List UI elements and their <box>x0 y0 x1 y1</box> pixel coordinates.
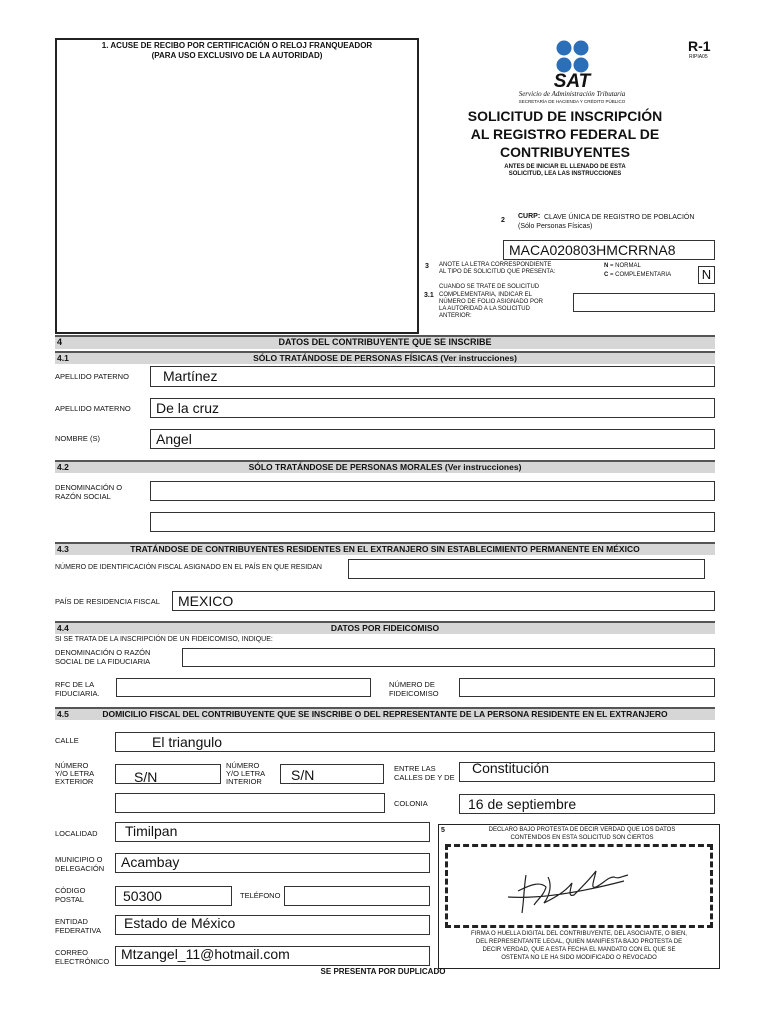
interior-label-3: INTERIOR <box>226 777 262 786</box>
exterior-label-3: EXTERIOR <box>55 777 94 786</box>
pais-input[interactable]: MEXICO <box>172 591 715 611</box>
entre-calles-label-1: ENTRE LAS <box>394 764 436 773</box>
tipo-31-text-3: NÚMERO DE FOLIO ASIGNADO POR <box>439 299 544 305</box>
acuse-subtitle: (PARA USO EXCLUSIVO DE LA AUTORIDAD) <box>151 51 323 60</box>
sat-subtitle: SECRETARÍA DE HACIENDA Y CRÉDITO PÚBLICO <box>518 99 626 104</box>
materno-label: APELLIDO MATERNO <box>55 404 131 413</box>
sat-name: SAT <box>553 71 591 92</box>
entidad-label-2: FEDERATIVA <box>55 926 101 935</box>
curp-desc: CLAVE ÚNICA DE REGISTRO DE POBLACIÓN <box>544 214 695 221</box>
razon-social-label-1: DENOMINACIÓN O <box>55 483 123 492</box>
tipo-31-number: 3.1 <box>424 292 434 299</box>
curp-input[interactable]: MACA020803HMCRRNA8 <box>503 240 715 260</box>
section-45-number: 4.5 <box>57 709 69 719</box>
section-42-number: 4.2 <box>57 462 69 472</box>
id-fiscal-input[interactable] <box>348 559 705 579</box>
signature-icon <box>448 847 710 925</box>
correo-label-2: ELECTRÓNICO <box>55 957 110 966</box>
numero-fideicomiso-input[interactable] <box>459 678 715 697</box>
exterior-input[interactable]: S/N <box>115 764 221 784</box>
id-fiscal-label: NÚMERO DE IDENTIFICACIÓN FISCAL ASIGNADO EN EL PAÍS EN QUE RESIDAN <box>55 564 322 571</box>
section-45-header <box>55 707 715 720</box>
entidad-input[interactable]: Estado de México <box>115 915 430 935</box>
form-title-1: SOLICITUD DE INSCRIPCIÓN <box>467 108 663 124</box>
section-44-header <box>55 621 715 634</box>
section-44-number: 4.4 <box>57 623 69 633</box>
form-title-2: AL REGISTRO FEDERAL DE <box>470 126 660 142</box>
municipio-input[interactable]: Acambay <box>115 853 430 873</box>
razon-social-label-2: RAZÓN SOCIAL <box>55 492 111 501</box>
exterior-label-1: NÚMERO <box>55 761 89 770</box>
entre-calles-input[interactable]: Constitución <box>459 762 715 782</box>
municipio-label-2: DELEGACIÓN <box>55 864 105 873</box>
instructions-1: ANTES DE INICIAR EL LLENADO DE ESTA <box>504 164 626 170</box>
section-45-title: DOMICILIO FISCAL DEL CONTRIBUYENTE QUE SE INSCRIBE O DEL REPRESENTANTE DE LA PERSONA RESIDENTE EN EL EXTRANJERO <box>102 709 668 719</box>
colonia-label: COLONIA <box>394 799 428 808</box>
exterior-label-2: Y/O LETRA <box>55 769 95 778</box>
correo-input[interactable]: Mtzangel_11@hotmail.com <box>115 946 430 966</box>
interior-label-1: NÚMERO <box>226 761 260 770</box>
cp-label-2: POSTAL <box>55 895 85 904</box>
localidad-label: LOCALIDAD <box>55 829 98 838</box>
curp-label: CURP: <box>518 213 541 220</box>
section-43-title: TRATÁNDOSE DE CONTRIBUYENTES RESIDENTES EN EL EXTRANJERO SIN ESTABLECIMIENTO PERMANENTE EN MÉXICO <box>130 544 640 554</box>
curp-number: 2 <box>501 217 505 224</box>
section-41-number: 4.1 <box>57 353 69 363</box>
correo-label-1: CORREO <box>55 948 88 957</box>
fiduciaria-input[interactable] <box>182 648 715 667</box>
cp-label-1: CÓDIGO <box>55 886 86 895</box>
telefono-label: TELÉFONO <box>240 891 281 900</box>
firma-text-4: OSTENTA NO LE HA SIDO MODIFICADO O REVOCADO <box>501 955 657 961</box>
section-4-number: 4 <box>57 337 63 347</box>
section-41-header <box>55 351 715 364</box>
section-5-number: 5 <box>441 827 445 834</box>
interior-label-2: Y/O LETRA <box>226 769 266 778</box>
tipo-31-text-4: LA AUTORIDAD A LA SOLICITUD <box>439 306 530 312</box>
declaracion-2: CONTENIDOS EN ESTA SOLICITUD SON CIERTOS <box>510 835 654 841</box>
fiduciaria-label-1: DENOMINACIÓN O RAZÓN <box>55 648 151 657</box>
rfc-fiduciaria-input[interactable] <box>116 678 371 697</box>
form-sub: RIPIA05 <box>689 54 708 60</box>
acuse-box <box>55 38 419 334</box>
numero-fideicomiso-label-2: FIDEICOMISO <box>389 689 439 698</box>
instructions-2: SOLICITUD, LEA LAS INSTRUCCIONES <box>508 171 622 177</box>
tipo-31-text-2: COMPLEMENTARIA, INDICAR EL <box>439 292 532 298</box>
declaracion-1: DECLARO BAJO PROTESTA DE DECIR VERDAD QUE LOS DATOS <box>488 827 676 833</box>
nombre-label: NOMBRE (S) <box>55 434 100 443</box>
localidad-input[interactable]: Timilpan <box>115 822 430 842</box>
section-43-number: 4.3 <box>57 544 69 554</box>
razon-social-input-2[interactable] <box>150 512 715 532</box>
tipo-option-n: N = NORMAL <box>604 263 641 269</box>
form-title-3: CONTRIBUYENTES <box>500 144 630 160</box>
rfc-fiduciaria-label-1: RFC DE LA <box>55 680 95 689</box>
form-code: R-1 <box>688 38 711 54</box>
sat-logo-icon <box>556 40 590 74</box>
tipo-31-text-5: ANTERIOR: <box>439 313 472 319</box>
entidad-label-1: ENTIDAD <box>55 917 88 926</box>
materno-input[interactable]: De la cruz <box>150 398 715 418</box>
tipo-31-text-1: CUANDO SE TRATE DE SOLICITUD <box>439 284 540 290</box>
firma-text-1: FIRMA O HUELLA DIGITAL DEL CONTRIBUYENTE, DEL ASOCIANTE, O BIEN, <box>471 931 687 937</box>
section-4-title: DATOS DEL CONTRIBUYENTE QUE SE INSCRIBE <box>278 337 492 347</box>
interior-input[interactable]: S/N <box>280 764 384 784</box>
tipo-number: 3 <box>425 263 429 270</box>
firma-box <box>438 824 720 969</box>
firma-area[interactable] <box>445 844 713 928</box>
direccion-extra-input[interactable] <box>115 793 385 813</box>
entre-calles-label-2: CALLES DE Y DE <box>394 773 455 782</box>
section-44-title: DATOS POR FIDEICOMISO <box>330 623 440 633</box>
razon-social-input-1[interactable] <box>150 481 715 501</box>
acuse-title: 1. ACUSE DE RECIBO POR CERTIFICACIÓN O RELOJ FRANQUEADOR <box>101 41 373 50</box>
curp-desc-2: (Sólo Personas Físicas) <box>518 223 593 230</box>
fiduciaria-label-2: SOCIAL DE LA FIDUCIARIA <box>55 657 151 666</box>
tipo-input[interactable]: N <box>698 266 715 284</box>
municipio-label-1: MUNICIPIO O <box>55 855 103 864</box>
calle-label: CALLE <box>55 736 79 745</box>
paterno-input[interactable]: Martínez <box>150 366 715 387</box>
tipo-text-2: AL TIPO DE SOLICITUD QUE PRESENTA: <box>439 269 556 275</box>
colonia-input[interactable]: 16 de septiembre <box>459 794 715 814</box>
section-41-title: SÓLO TRATÁNDOSE DE PERSONAS FÍSICAS (Ver instrucciones) <box>253 353 517 363</box>
pais-label: PAÍS DE RESIDENCIA FISCAL <box>55 597 160 606</box>
rfc-fiduciaria-label-2: FIDUCIARIA. <box>55 689 100 698</box>
firma-text-3: DECIR VERDAD, QUE A ESTA FECHA EL MANDATO CON EL QUE SE <box>482 947 676 953</box>
firma-text-2: DEL REPRESENTANTE LEGAL, QUIEN MANIFIESTA BAJO PROTESTA DE <box>475 939 683 945</box>
paterno-label: APELLIDO PATERNO <box>55 372 129 381</box>
fideicomiso-intro: SI SE TRATA DE LA INSCRIPCIÓN DE UN FIDEICOMISO, INDIQUE: <box>55 636 273 643</box>
section-43-header <box>55 542 715 555</box>
folio-input[interactable] <box>573 293 715 312</box>
section-4-header <box>55 335 715 349</box>
section-42-title: SÓLO TRATÁNDOSE DE PERSONAS MORALES (Ver instrucciones) <box>248 462 522 472</box>
nombre-input[interactable]: Angel <box>150 429 715 449</box>
section-42-header <box>55 460 715 473</box>
tipo-option-c: C = COMPLEMENTARIA <box>604 272 672 278</box>
duplicado-note: SE PRESENTA POR DUPLICADO <box>320 967 446 976</box>
calle-input[interactable]: El triangulo <box>115 732 715 752</box>
cp-input[interactable]: 50300 <box>115 886 232 906</box>
sat-full-name: Servicio de Administración Tributaria <box>518 90 626 98</box>
tipo-text-1: ANOTE LA LETRA CORRESPONDIENTE <box>439 262 552 268</box>
numero-fideicomiso-label-1: NÚMERO DE <box>389 680 435 689</box>
telefono-input[interactable] <box>284 886 430 906</box>
